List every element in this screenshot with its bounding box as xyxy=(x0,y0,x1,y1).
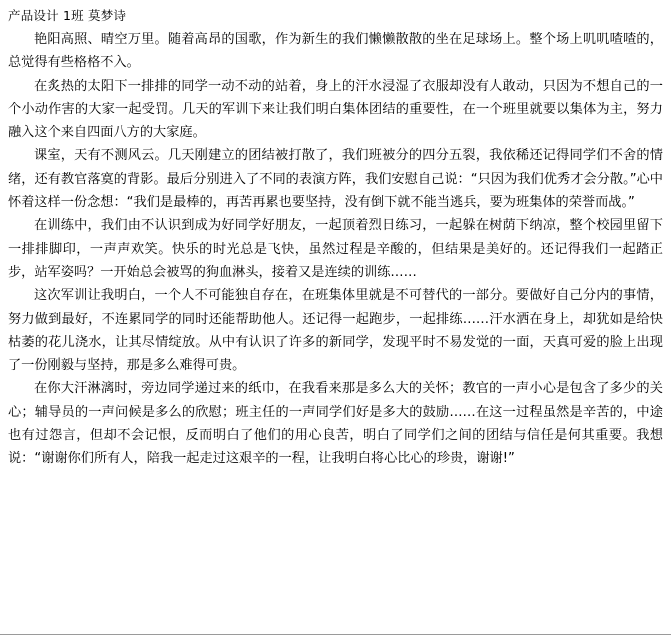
footer-divider xyxy=(0,634,671,635)
page-title: 产品设计 1班 莫梦诗 xyxy=(8,8,127,23)
paragraph-6: 在你大汗淋漓时，旁边同学递过来的纸巾，在我看来那是多么大的关怀；教官的一声小心是包含了多少的关心；辅导员的一声问候是多么的欣慰；班主任的一声同学们好是多大的鼓励……在这一过程虽然是辛苦的，中途也有过怨言，但却不会记恨，反而明白了他们的用心良苦，明白了同学们之间的团结与信任是何其重要。我想说：“谢谢你们所有人，陪我一起走过这艰辛的一程，让我明白将心比心的珍贵，谢谢!” xyxy=(8,381,663,467)
paragraph-4: 在训练中，我们由不认识到成为好同学好朋友，一起顶着烈日练习，一起躲在树荫下纳凉，整个校园里留下一排排脚印，一声声欢笑。快乐的时光总是飞快，虽然过程是辛酸的，但结果是美好的。还记得我们一起踏正步，站军姿吗？一开始总会被骂的狗血淋头，接着又是连续的训练…… xyxy=(8,218,663,280)
paragraph-1: 艳阳高照、晴空万里。随着高昂的国歌，作为新生的我们懒懒散散的坐在足球场上。整个场上叽叽喳喳的，总觉得有些格格不入。 xyxy=(8,32,663,71)
paragraph-2: 在炙热的太阳下一排排的同学一动不动的站着，身上的汗水浸湿了衣服却没有人敢动，只因为不想自己的一个小动作害的大家一起受罚。几天的军训下来让我们明白集体团结的重要性，在一个班里就要以集体为主，努力融入这个来自四面八方的大家庭。 xyxy=(8,78,663,141)
paragraph-5: 这次军训让我明白，一个人不可能独自存在，在班集体里就是不可替代的一部分。要做好自己分内的事情，努力做到最好，不连累同学的同时还能帮助他人。还记得一起跑步，一起排练……汗水洒在身上，却犹如是给快枯萎的花儿浇水，让其尽情绽放。从中有认识了许多的新同学，发现平时不易发觉的一面，天真可爱的脸上出现了一份刚毅与坚持，那是多么难得可贵。 xyxy=(8,288,663,374)
paragraph-3: 课室，天有不测风云。几天刚建立的团结被打散了，我们班被分的四分五裂，我依稀还记得同学们不舍的情绪，还有教官落寞的背影。最后分别进入了不同的表演方阵，我们安慰自己说：“只因为我们优秀才会分散。”心中怀着这样一份念想：“我们是最棒的，再苦再累也要坚持，没有倒下就不能当逃兵，要为班集体的荣誉而战。” xyxy=(8,148,663,211)
